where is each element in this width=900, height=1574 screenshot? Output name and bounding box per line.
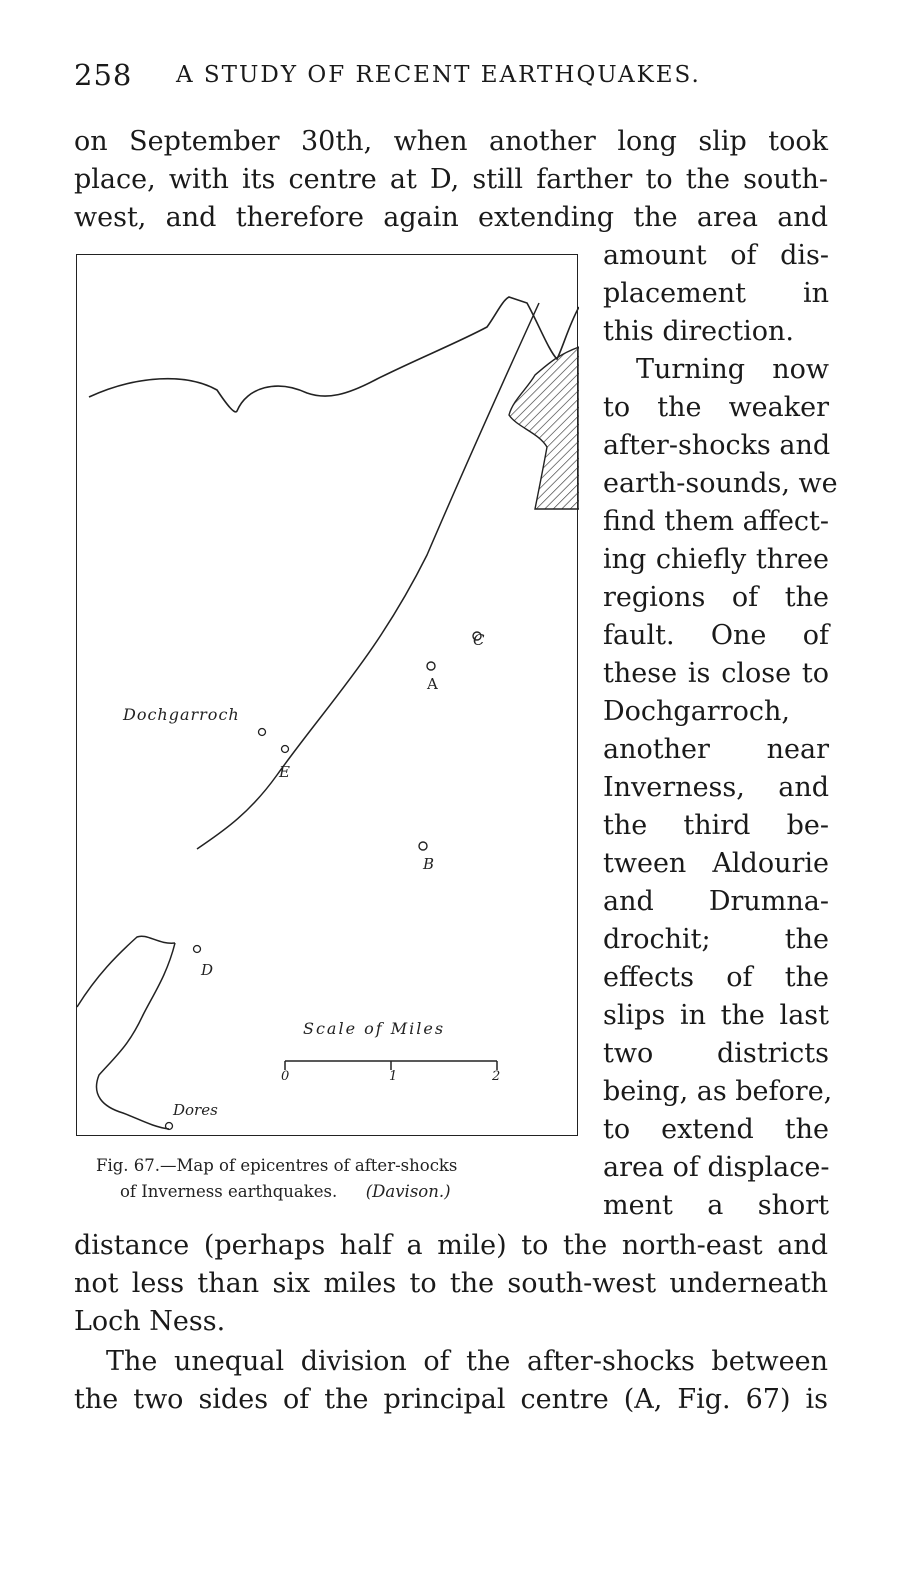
text-line: west, and therefore again extending the area and <box>74 202 828 233</box>
figure-caption-line-1: Fig. 67.—Map of epicentres of after-shocks <box>96 1156 458 1175</box>
scale-tick-label: 1 <box>389 1069 398 1084</box>
scale-tick-label: 0 <box>281 1069 290 1084</box>
scale-title: Scale of Miles <box>303 1019 446 1038</box>
text-line: find them affect- <box>603 506 830 537</box>
text-line: on September 30th, when another long slip took <box>74 126 828 157</box>
text-line: area of displace- <box>603 1152 830 1183</box>
page-number: 258 <box>74 58 133 92</box>
text-line: being, as before, <box>603 1076 833 1107</box>
place-label-dochgarroch: Dochgarroch <box>123 705 240 724</box>
epicentre-marker-dochgarroch <box>259 729 266 736</box>
epicentre-marker-d <box>194 946 201 953</box>
text-line: Turning now <box>636 354 829 385</box>
text-line: these is close to <box>603 658 829 689</box>
epicentre-marker-a <box>427 662 435 670</box>
text-line: slips in the last <box>603 1000 829 1031</box>
text-line: the two sides of the principal centre (A, Fig. 67) is <box>74 1384 828 1415</box>
text-line: to the weaker <box>603 392 829 423</box>
loch-shore-west <box>77 936 175 1007</box>
text-line: another near <box>603 734 829 765</box>
place-label-dores: Dores <box>173 1101 218 1119</box>
point-label-d: D <box>201 961 214 979</box>
text-line: place, with its centre at D, still farther to the south- <box>74 164 828 195</box>
coastline <box>89 297 579 412</box>
map-drawing <box>77 255 579 1137</box>
point-label-c: C <box>473 631 485 649</box>
text-line: Dochgarroch, <box>603 696 790 727</box>
fault-line <box>197 303 539 849</box>
text-line: tween Aldourie <box>603 848 829 879</box>
text-line: effects of the <box>603 962 829 993</box>
epicentre-marker-b <box>419 842 427 850</box>
text-line: not less than six miles to the south-west underneath <box>74 1268 828 1299</box>
text-line: ment a short <box>603 1190 829 1221</box>
text-line: placement in <box>603 278 829 309</box>
text-line: to extend the <box>603 1114 829 1145</box>
text-line: this direction. <box>603 316 794 347</box>
text-line: The unequal division of the after-shocks between <box>106 1346 828 1377</box>
text-line: Inverness, and <box>603 772 829 803</box>
epicentre-marker-e <box>282 746 289 753</box>
loch-shore-east <box>96 943 175 1129</box>
text-line: the third be- <box>603 810 829 841</box>
text-line: amount of dis- <box>603 240 829 271</box>
text-line: ing chiefly three <box>603 544 829 575</box>
caption-text: of Inverness earthquakes. <box>120 1182 338 1201</box>
point-label-a: A <box>427 675 438 693</box>
text-line: two districts <box>603 1038 829 1069</box>
text-line: and Drumna- <box>603 886 829 917</box>
text-line: earth-sounds, we <box>603 468 838 499</box>
scale-tick-label: 2 <box>492 1069 501 1084</box>
running-title: A STUDY OF RECENT EARTHQUAKES. <box>176 62 701 88</box>
text-line: Loch Ness. <box>74 1306 226 1337</box>
text-line: fault. One of <box>603 620 829 651</box>
figure-caption-line-2 <box>120 1182 451 1201</box>
hatched-area <box>509 347 579 509</box>
point-label-b: B <box>423 855 435 873</box>
caption-credit: (Davison.) <box>365 1182 451 1201</box>
point-label-e: E <box>279 763 290 781</box>
text-line: drochit; the <box>603 924 829 955</box>
text-line: distance (perhaps half a mile) to the north-east and <box>74 1230 828 1261</box>
figure-67-map <box>76 254 578 1136</box>
text-line: after-shocks and <box>603 430 831 461</box>
text-line: regions of the <box>603 582 829 613</box>
